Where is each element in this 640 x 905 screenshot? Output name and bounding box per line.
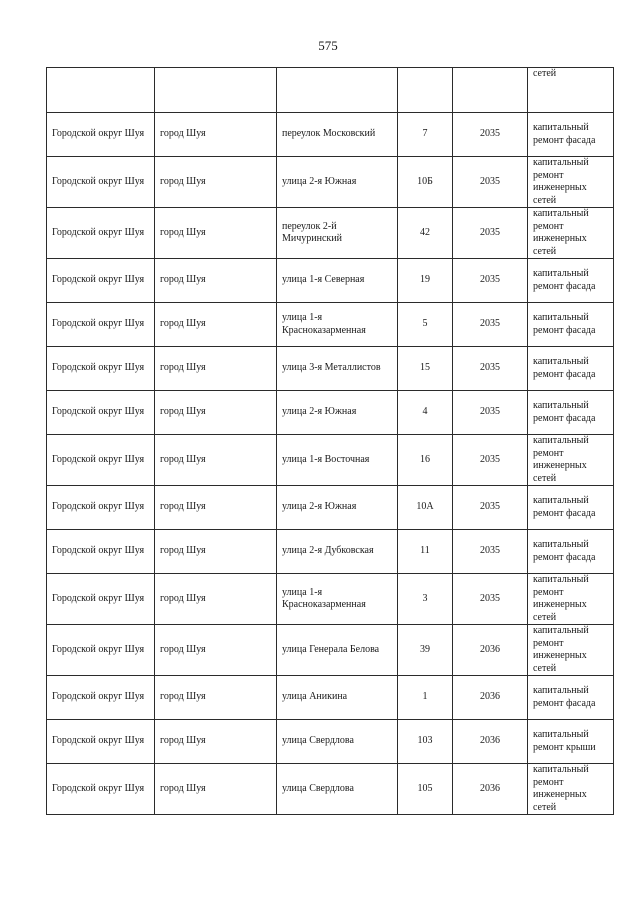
street-cell: переулок Московский xyxy=(277,113,398,157)
work-type-cell: капитальный ремонт фасада xyxy=(528,113,614,157)
street-cell: улица 2-я Южная xyxy=(277,157,398,208)
table-row xyxy=(47,676,614,720)
house-cell: 1 xyxy=(398,676,453,720)
work-type-cell: капитальный ремонт фасада xyxy=(528,303,614,347)
work-type-cell: капитальный ремонт фасада xyxy=(528,676,614,720)
city-cell: город Шуя xyxy=(155,435,277,486)
street-cell xyxy=(277,68,398,113)
street-cell: переулок 2-й Мичуринский xyxy=(277,208,398,259)
table-row xyxy=(47,347,614,391)
city-cell: город Шуя xyxy=(155,157,277,208)
house-cell: 3 xyxy=(398,574,453,625)
year-cell: 2035 xyxy=(453,208,528,259)
street-cell: улица Генерала Белова xyxy=(277,625,398,676)
work-type-cell: капитальный ремонт фасада xyxy=(528,347,614,391)
city-cell: город Шуя xyxy=(155,208,277,259)
street-cell: улица Аникина xyxy=(277,676,398,720)
house-cell: 11 xyxy=(398,530,453,574)
municipality-cell: Городской округ Шуя xyxy=(47,259,155,303)
house-cell: 5 xyxy=(398,303,453,347)
work-type-cell: капитальный ремонт инженерных сетей xyxy=(528,157,614,208)
year-cell: 2035 xyxy=(453,303,528,347)
house-cell: 16 xyxy=(398,435,453,486)
work-type-cell: капитальный ремонт фасада xyxy=(528,486,614,530)
year-cell: 2036 xyxy=(453,625,528,676)
municipality-cell: Городской округ Шуя xyxy=(47,157,155,208)
table-row xyxy=(47,259,614,303)
municipality-cell: Городской округ Шуя xyxy=(47,113,155,157)
table-row xyxy=(47,435,614,486)
table-row xyxy=(47,486,614,530)
year-cell: 2036 xyxy=(453,764,528,815)
year-cell: 2035 xyxy=(453,259,528,303)
municipality-cell: Городской округ Шуя xyxy=(47,625,155,676)
city-cell: город Шуя xyxy=(155,303,277,347)
house-cell: 7 xyxy=(398,113,453,157)
year-cell: 2035 xyxy=(453,347,528,391)
house-cell: 4 xyxy=(398,391,453,435)
city-cell: город Шуя xyxy=(155,347,277,391)
house-cell: 42 xyxy=(398,208,453,259)
year-cell: 2035 xyxy=(453,391,528,435)
city-cell: город Шуя xyxy=(155,530,277,574)
table-row xyxy=(47,530,614,574)
table-row xyxy=(47,157,614,208)
table-body xyxy=(47,68,614,815)
work-type-cell: капитальный ремонт инженерных сетей xyxy=(528,764,614,815)
year-cell xyxy=(453,68,528,113)
table-row xyxy=(47,208,614,259)
year-cell: 2035 xyxy=(453,113,528,157)
municipality-cell xyxy=(47,68,155,113)
table-row xyxy=(47,113,614,157)
work-type-cell: капитальный ремонт инженерных сетей xyxy=(528,625,614,676)
street-cell: улица 1-я Красноказарменная xyxy=(277,574,398,625)
house-cell: 103 xyxy=(398,720,453,764)
street-cell: улица 2-я Дубковская xyxy=(277,530,398,574)
work-type-cell: капитальный ремонт крыши xyxy=(528,720,614,764)
municipality-cell: Городской округ Шуя xyxy=(47,303,155,347)
year-cell: 2036 xyxy=(453,676,528,720)
street-cell: улица Свердлова xyxy=(277,720,398,764)
repair-schedule-table xyxy=(46,67,614,815)
municipality-cell: Городской округ Шуя xyxy=(47,764,155,815)
table-row xyxy=(47,720,614,764)
city-cell: город Шуя xyxy=(155,764,277,815)
city-cell: город Шуя xyxy=(155,720,277,764)
municipality-cell: Городской округ Шуя xyxy=(47,435,155,486)
city-cell: город Шуя xyxy=(155,391,277,435)
table-row xyxy=(47,764,614,815)
municipality-cell: Городской округ Шуя xyxy=(47,391,155,435)
street-cell: улица 2-я Южная xyxy=(277,391,398,435)
municipality-cell: Городской округ Шуя xyxy=(47,720,155,764)
house-cell: 10Б xyxy=(398,157,453,208)
house-cell: 105 xyxy=(398,764,453,815)
house-cell: 19 xyxy=(398,259,453,303)
municipality-cell: Городской округ Шуя xyxy=(47,208,155,259)
street-cell: улица 1-я Красноказарменная xyxy=(277,303,398,347)
house-cell: 10А xyxy=(398,486,453,530)
work-type-cell: капитальный ремонт инженерных сетей xyxy=(528,435,614,486)
municipality-cell: Городской округ Шуя xyxy=(47,574,155,625)
city-cell: город Шуя xyxy=(155,486,277,530)
street-cell: улица 1-я Восточная xyxy=(277,435,398,486)
page-number: 575 xyxy=(318,38,338,53)
work-type-cell: капитальный ремонт фасада xyxy=(528,259,614,303)
continuation-row xyxy=(47,68,614,113)
street-cell: улица 2-я Южная xyxy=(277,486,398,530)
work-type-cell: капитальный ремонт фасада xyxy=(528,530,614,574)
municipality-cell: Городской округ Шуя xyxy=(47,347,155,391)
city-cell: город Шуя xyxy=(155,574,277,625)
municipality-cell: Городской округ Шуя xyxy=(47,486,155,530)
house-cell xyxy=(398,68,453,113)
street-cell: улица Свердлова xyxy=(277,764,398,815)
city-cell: город Шуя xyxy=(155,625,277,676)
municipality-cell: Городской округ Шуя xyxy=(47,676,155,720)
city-cell: город Шуя xyxy=(155,113,277,157)
house-cell: 15 xyxy=(398,347,453,391)
work-type-cell: сетей xyxy=(528,68,614,113)
street-cell: улица 3-я Металлистов xyxy=(277,347,398,391)
year-cell: 2035 xyxy=(453,435,528,486)
year-cell: 2035 xyxy=(453,157,528,208)
city-cell: город Шуя xyxy=(155,676,277,720)
table-row xyxy=(47,303,614,347)
municipality-cell: Городской округ Шуя xyxy=(47,530,155,574)
table-row xyxy=(47,625,614,676)
work-type-cell: капитальный ремонт фасада xyxy=(528,391,614,435)
table-row xyxy=(47,574,614,625)
city-cell xyxy=(155,68,277,113)
year-cell: 2036 xyxy=(453,720,528,764)
house-cell: 39 xyxy=(398,625,453,676)
year-cell: 2035 xyxy=(453,574,528,625)
street-cell: улица 1-я Северная xyxy=(277,259,398,303)
city-cell: город Шуя xyxy=(155,259,277,303)
year-cell: 2035 xyxy=(453,486,528,530)
table-row xyxy=(47,391,614,435)
year-cell: 2035 xyxy=(453,530,528,574)
work-type-cell: капитальный ремонт инженерных сетей xyxy=(528,208,614,259)
work-type-cell: капитальный ремонт инженерных сетей xyxy=(528,574,614,625)
